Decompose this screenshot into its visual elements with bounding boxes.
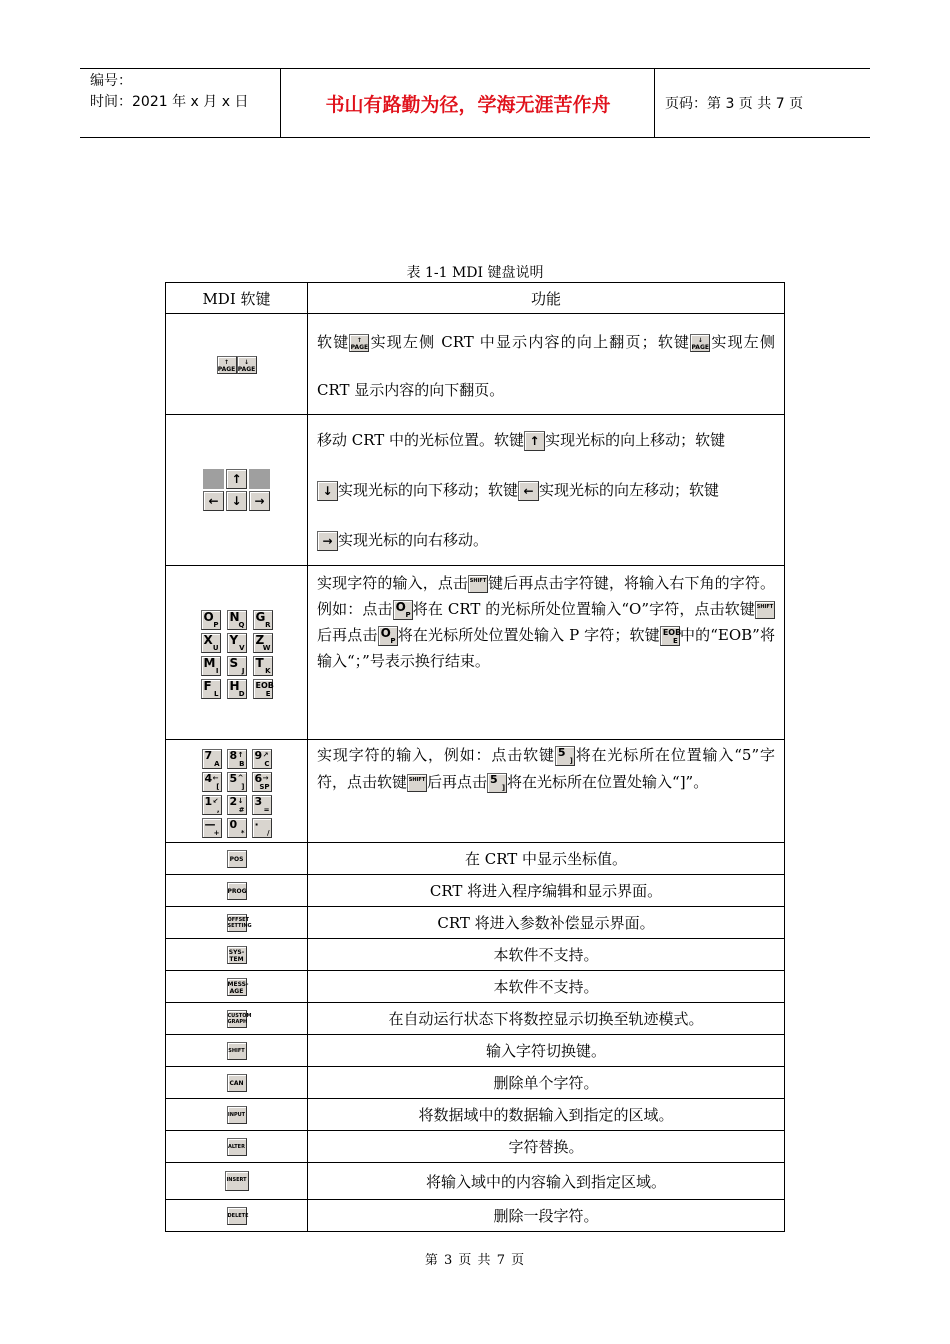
number-key[interactable]: 8 ↑ B: [227, 749, 247, 769]
number-key[interactable]: — +: [202, 818, 222, 838]
letter-key[interactable]: Z W: [253, 633, 273, 653]
row-numbers: [166, 740, 785, 843]
o-key-inline: O P: [393, 600, 413, 620]
number-key[interactable]: 4 ← [: [202, 772, 222, 792]
arrow-down-key[interactable]: ↓: [226, 491, 247, 511]
header-meta: [80, 69, 281, 137]
letter-key[interactable]: H D: [227, 679, 247, 699]
desc-alter: 字符替换。: [308, 1131, 785, 1163]
eob-key-inline: EOB E: [660, 626, 680, 646]
page-up-key[interactable]: ↑ PAGE: [217, 356, 237, 374]
insert-key[interactable]: INSERT: [225, 1171, 249, 1191]
row-prog: [166, 875, 785, 907]
row-custom: [166, 1003, 785, 1035]
desc-letters: 实现字符的输入，点击 SHIFT 键后再点击字符键，将输入右下角的字符。例如：点击 O P 将在 CRT 的光标所处位置输入“O”字符，点击软键 SHIFT后再点击 O P 将在光标所处位置处输入 P 字符；软键 EOB E 中的“EOB”将输入“；”号表示换行结束。: [308, 566, 785, 740]
desc-system: 本软件不支持。: [308, 939, 785, 971]
row-alter: [166, 1131, 785, 1163]
row-cursor: [166, 415, 785, 566]
letter-key[interactable]: EOB E: [253, 679, 273, 699]
page-header: [80, 68, 870, 138]
number-key[interactable]: 2 ↓ #: [227, 795, 247, 815]
number-key[interactable]: 3 =: [252, 795, 272, 815]
desc-message: 本软件不支持。: [308, 971, 785, 1003]
col-header-function: 功能: [308, 283, 785, 314]
letter-key[interactable]: F L: [201, 679, 221, 699]
arrow-right-inline: →: [317, 531, 338, 551]
prog-key[interactable]: PROG: [227, 882, 247, 900]
desc-delete: 删除一段字符。: [308, 1200, 785, 1232]
key-cell-cursor: [166, 415, 308, 566]
header-motto: 书山有路勤为径，学海无涯苦作舟: [282, 69, 655, 137]
letter-key[interactable]: S J: [227, 656, 247, 676]
custom-graph-key[interactable]: CUSTOM GRAPH: [227, 1010, 247, 1028]
offset-setting-key[interactable]: OFFSET SETTING: [227, 914, 247, 932]
row-input: [166, 1099, 785, 1131]
number-key[interactable]: 0 *: [227, 818, 247, 838]
row-can: [166, 1067, 785, 1099]
number-key[interactable]: 7 A: [202, 749, 222, 769]
time-label: 时间：2021 年 x 月 x 日: [90, 94, 249, 110]
col-header-key: MDI 软键: [166, 283, 308, 314]
desc-offset: CRT 将进入参数补偿显示界面。: [308, 907, 785, 939]
row-letters: [166, 566, 785, 740]
letter-key[interactable]: M I: [201, 656, 221, 676]
row-page: [166, 314, 785, 415]
arrow-down-inline: ↓: [317, 481, 338, 501]
number-key[interactable]: · /: [252, 818, 272, 838]
page-down-key[interactable]: ↓ PAGE: [237, 356, 257, 374]
number-key-grid: [202, 749, 272, 838]
system-key[interactable]: SYS- TEM: [227, 946, 247, 964]
key-cell-letters: [166, 566, 308, 740]
page-footer: 第 3 页 共 7 页: [424, 1253, 526, 1268]
desc-cursor: 移动 CRT 中的光标位置。软键 ↑ 实现光标的向上移动；软键 ↓ 实现光标的向下移动；软键 ← 实现光标的向左移动；软键 → 实现光标的向右移动。: [308, 415, 785, 566]
key-cell-page: [166, 314, 308, 415]
arrow-left-inline: ←: [518, 481, 539, 501]
letter-key[interactable]: X U: [201, 633, 221, 653]
table-header-row: [166, 283, 785, 314]
desc-can: 删除单个字符。: [308, 1067, 785, 1099]
letter-key[interactable]: T K: [253, 656, 273, 676]
desc-prog: CRT 将进入程序编辑和显示界面。: [308, 875, 785, 907]
desc-input: 将数据域中的数据输入到指定的区域。: [308, 1099, 785, 1131]
number-key[interactable]: 1 ↙ ,: [202, 795, 222, 815]
desc-custom: 在自动运行状态下将数控显示切换至轨迹模式。: [308, 1003, 785, 1035]
delete-key[interactable]: DELETE: [227, 1207, 247, 1225]
input-key[interactable]: INPUT: [227, 1106, 247, 1124]
letter-key[interactable]: O P: [201, 610, 221, 630]
row-insert: [166, 1163, 785, 1200]
mdi-key-table: [165, 282, 785, 1232]
desc-page: 软键 ↑ PAGE实现左侧 CRT 中显示内容的向上翻页；软键 ↓ PAGE实现左侧 CRT 显示内容的向下翻页。: [308, 314, 785, 415]
number-label: 编号：: [90, 73, 132, 89]
row-delete: [166, 1200, 785, 1232]
letter-key[interactable]: Y V: [227, 633, 247, 653]
row-system: [166, 939, 785, 971]
page-down-key-inline: ↓ PAGE: [690, 334, 710, 352]
number-key[interactable]: 9 ↗ C: [252, 749, 272, 769]
desc-insert: 将输入域中的内容输入到指定区域。: [308, 1163, 785, 1200]
row-shift: [166, 1035, 785, 1067]
arrow-right-key[interactable]: →: [249, 491, 270, 511]
shift-key[interactable]: SHIFT: [227, 1042, 247, 1060]
desc-pos: 在 CRT 中显示坐标值。: [308, 843, 785, 875]
arrow-up-inline: ↑: [524, 431, 545, 451]
letter-key[interactable]: N Q: [227, 610, 247, 630]
table-caption: 表 1-1 MDI 键盘说明: [406, 265, 544, 281]
pos-key[interactable]: POS: [227, 850, 247, 868]
message-key[interactable]: MESS- AGE: [227, 978, 247, 996]
page-up-key-inline: ↑ PAGE: [349, 334, 369, 352]
letter-key[interactable]: G R: [253, 610, 273, 630]
row-offset: [166, 907, 785, 939]
desc-numbers: 实现字符的输入，例如：点击软键 5 ] 将在光标所在位置输入“5”字符，点击软键 SHIFT 后再点击 5 ] 将在光标所在位置处输入“]”。: [308, 740, 785, 843]
letter-key-grid: [201, 610, 273, 699]
key-cell-numbers: [166, 740, 308, 843]
number-key[interactable]: 5 ^ ]: [227, 772, 247, 792]
alter-key[interactable]: ALTER: [227, 1138, 247, 1156]
row-pos: [166, 843, 785, 875]
header-page-info: 页码：第 3 页 共 7 页: [665, 96, 804, 112]
arrow-up-key[interactable]: ↑: [226, 469, 247, 489]
arrow-left-key[interactable]: ←: [203, 491, 224, 511]
row-message: [166, 971, 785, 1003]
can-key[interactable]: CAN: [227, 1074, 247, 1092]
desc-shift: 输入字符切换键。: [308, 1035, 785, 1067]
number-key[interactable]: 6 → SP: [252, 772, 272, 792]
five-key-inline: 5 ]: [555, 746, 575, 766]
